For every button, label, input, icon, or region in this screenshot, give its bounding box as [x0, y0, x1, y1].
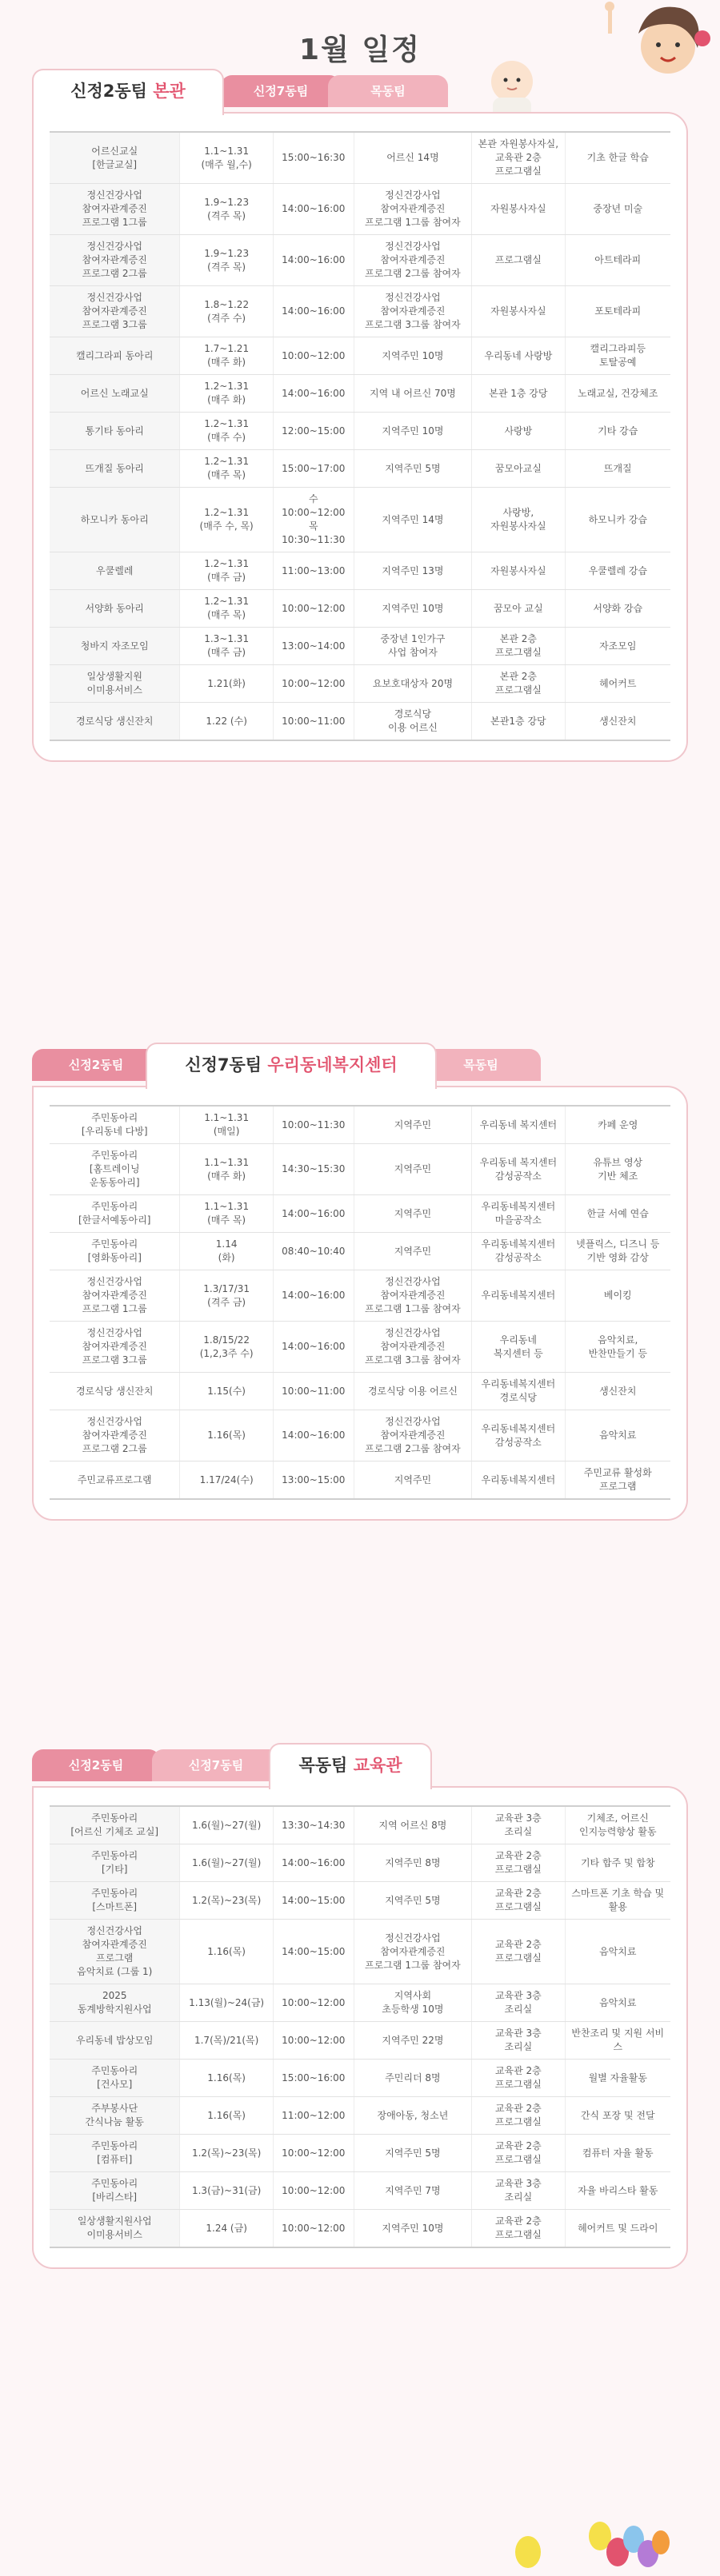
table-cell: 지역주민 22명 [354, 2022, 471, 2060]
table-cell: 14:00~16:00 [273, 235, 354, 286]
table-row [50, 2060, 670, 2097]
table-cell: 교육관 2층 프로그램실 [472, 2060, 565, 2097]
tab-label: 신정7동팀 [185, 1055, 262, 1075]
table-cell: 우리동네복지센터 마을공작소 [472, 1195, 565, 1233]
table-cell: 우리동네 복지센터 등 [472, 1322, 565, 1373]
table-cell: 본관 2층 프로그램실 [472, 665, 565, 703]
table-cell: 사랑방 [472, 413, 565, 450]
table-cell: 음악치료 [565, 1410, 670, 1461]
table-cell: 지역주민 10명 [354, 337, 471, 375]
table-cell: 자율 바리스타 활동 [565, 2172, 670, 2210]
tab-sinjeong7[interactable] [146, 1043, 437, 1089]
table-cell: 지역 어르신 8명 [354, 1806, 471, 1844]
table-row [50, 1106, 670, 1144]
table-cell: 본관 2층 프로그램실 [472, 628, 565, 665]
tab-sinjeong7[interactable] [221, 75, 341, 107]
table-cell: 경로식당 생신잔치 [50, 703, 180, 741]
table-cell: 1.2~1.31 (매주 수) [180, 413, 273, 450]
table-cell: 1.2~1.31 (매주 수, 목) [180, 488, 273, 552]
table-row [50, 184, 670, 235]
table-row [50, 488, 670, 552]
schedule-box [32, 1086, 688, 1521]
tab-label: 신정2동팀 [68, 1058, 124, 1072]
table-cell: 헤어커트 및 드라이 [565, 2210, 670, 2248]
table-cell: 우리동네 사랑방 [472, 337, 565, 375]
table-cell: 1.2~1.31 (매주 목) [180, 450, 273, 488]
table-cell: 1.2(목)~23(목) [180, 1882, 273, 1920]
table-cell: 주민동아리 [홈트레이닝 운동동아리] [50, 1144, 180, 1195]
table-cell: 1.13(월)~24(금) [180, 1984, 273, 2022]
tab-mokdong[interactable] [269, 1743, 432, 1789]
table-row [50, 1373, 670, 1410]
table-cell: 1.3(금)~31(금) [180, 2172, 273, 2210]
table-cell: 정신건강사업 참여자관계증진 프로그램 1그룹 [50, 1270, 180, 1322]
table-cell: 중장년 1인가구 사업 참여자 [354, 628, 471, 665]
table-cell: 지역주민 10명 [354, 2210, 471, 2248]
schedule-table [50, 1105, 670, 1500]
table-cell: 생신잔치 [565, 703, 670, 741]
table-cell: 1.1~1.31 (매주 화) [180, 1144, 273, 1195]
table-cell: 10:00~12:00 [273, 2210, 354, 2248]
table-cell: 헤어커트 [565, 665, 670, 703]
table-cell: 1.24 (금) [180, 2210, 273, 2248]
table-cell: 교육관 3층 조리실 [472, 1806, 565, 1844]
table-cell: 주민동아리 [영화동아리] [50, 1233, 180, 1270]
table-row [50, 665, 670, 703]
table-cell: 우리동네복지센터 감성공작소 [472, 1233, 565, 1270]
table-cell: 지역사회 초등학생 10명 [354, 1984, 471, 2022]
table-row [50, 552, 670, 590]
table-cell: 정신건강사업 참여자관계증진 프로그램 음악치료 (그룹 1) [50, 1920, 180, 1984]
table-cell: 지역주민 14명 [354, 488, 471, 552]
table-cell: 정신건강사업 참여자관계증진 프로그램 1그룹 [50, 184, 180, 235]
table-cell: 1.2(목)~23(목) [180, 2135, 273, 2172]
table-cell: 청바지 자조모임 [50, 628, 180, 665]
table-cell: 정신건강사업 참여자관계증진 프로그램 2그룹 [50, 235, 180, 286]
table-row [50, 2022, 670, 2060]
table-cell: 10:00~12:00 [273, 590, 354, 628]
table-cell: 아트테라피 [565, 235, 670, 286]
table-row [50, 2135, 670, 2172]
table-cell: 교육관 3층 조리실 [472, 2172, 565, 2210]
table-cell: 주민교류 활성화 프로그램 [565, 1461, 670, 1500]
table-cell: 정신건강사업 참여자관계증진 프로그램 3그룹 참여자 [354, 1322, 471, 1373]
table-cell: 1.17/24(수) [180, 1461, 273, 1500]
table-cell: 캘리그라피등 토탈공예 [565, 337, 670, 375]
table-cell: 기타 강습 [565, 413, 670, 450]
table-row [50, 590, 670, 628]
table-cell: 10:00~12:00 [273, 2135, 354, 2172]
table-row [50, 1920, 670, 1984]
table-cell: 정신건강사업 참여자관계증진 프로그램 3그룹 참여자 [354, 286, 471, 337]
table-cell: 경로식당 이용 어르신 [354, 1373, 471, 1410]
section-mokdong-education-center [32, 1743, 688, 2269]
table-cell: 장애아동, 청소년 [354, 2097, 471, 2135]
table-cell: 교육관 3층 조리실 [472, 1984, 565, 2022]
table-cell: 기체조, 어르신 인지능력향상 활동 [565, 1806, 670, 1844]
table-cell: 넷플릭스, 디즈니 등 기반 영화 감상 [565, 1233, 670, 1270]
table-cell: 주민동아리 [스마트폰] [50, 1882, 180, 1920]
table-cell: 자원봉사자실 [472, 184, 565, 235]
table-cell: 본관 자원봉사자실, 교육관 2층 프로그램실 [472, 132, 565, 184]
table-cell: 지역주민 [354, 1195, 471, 1233]
table-cell: 자조모임 [565, 628, 670, 665]
table-cell: 프로그램실 [472, 235, 565, 286]
section-sinjeong7-welfare-center [32, 1043, 688, 1521]
table-cell: 지역주민 8명 [354, 1844, 471, 1882]
table-cell: 통기타 동아리 [50, 413, 180, 450]
table-cell: 1.7~1.21 (매주 화) [180, 337, 273, 375]
table-cell: 어르신교실 [한글교실] [50, 132, 180, 184]
table-cell: 1.3~1.31 (매주 금) [180, 628, 273, 665]
table-cell: 경로식당 생신잔치 [50, 1373, 180, 1410]
table-cell: 지역주민 [354, 1461, 471, 1500]
table-cell: 사랑방, 자원봉사자실 [472, 488, 565, 552]
tab-label: 신정7동팀 [253, 84, 309, 98]
table-row [50, 1322, 670, 1373]
table-cell: 기타 합주 및 합창 [565, 1844, 670, 1882]
table-cell: 뜨개질 [565, 450, 670, 488]
table-cell: 음악치료 [565, 1920, 670, 1984]
table-cell: 한글 서예 연습 [565, 1195, 670, 1233]
table-row [50, 132, 670, 184]
tab-label: 신정2동팀 [68, 1758, 124, 1772]
tab-label: 신정2동팀 [70, 82, 147, 101]
table-cell: 우리동네 밥상모임 [50, 2022, 180, 2060]
table-cell: 우리동네복지센터 [472, 1270, 565, 1322]
table-cell: 1.8~1.22 (격주 수) [180, 286, 273, 337]
table-cell: 13:00~15:00 [273, 1461, 354, 1500]
table-cell: 월별 자율활동 [565, 2060, 670, 2097]
table-cell: 지역주민 [354, 1144, 471, 1195]
table-cell: 꿈모아 교실 [472, 590, 565, 628]
table-cell: 우리동네복지센터 감성공작소 [472, 1410, 565, 1461]
table-cell: 포토테라피 [565, 286, 670, 337]
table-cell: 14:00~16:00 [273, 1322, 354, 1373]
table-row [50, 235, 670, 286]
tab-sinjeong2[interactable] [32, 1749, 160, 1781]
table-cell: 1.2~1.31 (매주 목) [180, 590, 273, 628]
table-cell: 10:00~12:00 [273, 665, 354, 703]
table-cell: 지역주민 13명 [354, 552, 471, 590]
table-cell: 지역주민 10명 [354, 413, 471, 450]
table-cell: 1.15(수) [180, 1373, 273, 1410]
table-cell: 14:30~15:30 [273, 1144, 354, 1195]
tab-highlight: 우리동네복지센터 [267, 1055, 398, 1075]
table-cell: 1.9~1.23 (격주 목) [180, 184, 273, 235]
tab-highlight: 교육관 [353, 1756, 402, 1775]
table-cell: 주민동아리 [어르신 기체조 교실] [50, 1806, 180, 1844]
table-cell: 우리동네 복지센터 감성공작소 [472, 1144, 565, 1195]
table-cell: 정신건강사업 참여자관계증진 프로그램 2그룹 참여자 [354, 235, 471, 286]
tab-label: 신정7동팀 [188, 1758, 244, 1772]
table-cell: 10:00~12:00 [273, 337, 354, 375]
table-cell: 정신건강사업 참여자관계증진 프로그램 2그룹 참여자 [354, 1410, 471, 1461]
table-cell: 스마트폰 기초 학습 및 활용 [565, 1882, 670, 1920]
table-cell: 정신건강사업 참여자관계증진 프로그램 1그룹 참여자 [354, 1270, 471, 1322]
table-cell: 생신잔치 [565, 1373, 670, 1410]
table-cell: 하모니카 강습 [565, 488, 670, 552]
table-row [50, 450, 670, 488]
table-cell: 14:00~15:00 [273, 1882, 354, 1920]
table-cell: 지역주민 5명 [354, 450, 471, 488]
table-cell: 주민교류프로그램 [50, 1461, 180, 1500]
table-cell: 음악치료 [565, 1984, 670, 2022]
table-cell: 본관1층 강당 [472, 703, 565, 741]
table-cell: 1.6(월)~27(월) [180, 1806, 273, 1844]
table-cell: 1.1~1.31 (매주 월,수) [180, 132, 273, 184]
table-cell: 1.7(목)/21(목) [180, 2022, 273, 2060]
tab-mokdong[interactable] [421, 1049, 541, 1081]
table-cell: 12:00~15:00 [273, 413, 354, 450]
table-cell: 2025 동계방학지원사업 [50, 1984, 180, 2022]
table-cell: 15:00~16:30 [273, 132, 354, 184]
table-row [50, 2097, 670, 2135]
table-cell: 1.2~1.31 (매주 금) [180, 552, 273, 590]
table-cell: 교육관 2층 프로그램실 [472, 2135, 565, 2172]
page-title: 1월 일정 [299, 34, 421, 66]
table-cell: 14:00~16:00 [273, 375, 354, 413]
tab-sinjeong2[interactable] [32, 1049, 160, 1081]
table-cell: 하모니카 동아리 [50, 488, 180, 552]
table-cell: 1.22 (수) [180, 703, 273, 741]
table-row [50, 1195, 670, 1233]
table-cell: 우리동네 복지센터 [472, 1106, 565, 1144]
table-cell: 1.1~1.31 (매일) [180, 1106, 273, 1144]
table-cell: 중장년 미술 [565, 184, 670, 235]
table-cell: 컴퓨터 자율 활동 [565, 2135, 670, 2172]
table-cell: 우리동네복지센터 [472, 1461, 565, 1500]
table-row [50, 337, 670, 375]
table-cell: 자원봉사자실 [472, 286, 565, 337]
section-sinjeong2-main-building [32, 69, 688, 762]
table-cell: 10:00~11:00 [273, 703, 354, 741]
table-row [50, 1984, 670, 2022]
table-cell: 10:00~12:00 [273, 2022, 354, 2060]
table-cell: 14:00~16:00 [273, 1195, 354, 1233]
table-cell: 뜨개질 동아리 [50, 450, 180, 488]
table-cell: 우리동네복지센터 경로식당 [472, 1373, 565, 1410]
table-cell: 1.8/15/22 (1,2,3주 수) [180, 1322, 273, 1373]
schedule-table [50, 131, 670, 741]
table-cell: 요보호대상자 20명 [354, 665, 471, 703]
table-cell: 15:00~16:00 [273, 2060, 354, 2097]
table-cell: 08:40~10:40 [273, 1233, 354, 1270]
table-cell: 1.16(목) [180, 1410, 273, 1461]
table-row [50, 1844, 670, 1882]
table-cell: 노래교실, 건강체조 [565, 375, 670, 413]
table-cell: 14:00~16:00 [273, 1844, 354, 1882]
table-cell: 1.14 (화) [180, 1233, 273, 1270]
team-tabs [32, 69, 688, 114]
balloons-illustration [512, 2504, 672, 2576]
table-row [50, 1410, 670, 1461]
table-cell: 어르신 14명 [354, 132, 471, 184]
table-cell: 1.16(목) [180, 2060, 273, 2097]
table-cell: 14:00~16:00 [273, 1410, 354, 1461]
table-cell: 일상생활지원사업 이미용서비스 [50, 2210, 180, 2248]
tab-label: 목동팀 [370, 84, 406, 98]
table-cell: 주민동아리 [바리스타] [50, 2172, 180, 2210]
table-row [50, 1806, 670, 1844]
tab-mokdong[interactable] [328, 75, 448, 107]
tab-sinjeong7[interactable] [152, 1749, 280, 1781]
table-row [50, 286, 670, 337]
table-cell: 서양화 강습 [565, 590, 670, 628]
team-tabs [32, 1743, 688, 1788]
table-cell: 지역주민 10명 [354, 590, 471, 628]
table-cell: 1.9~1.23 (격주 목) [180, 235, 273, 286]
table-cell: 14:00~16:00 [273, 184, 354, 235]
table-cell: 베이킹 [565, 1270, 670, 1322]
table-cell: 13:30~14:30 [273, 1806, 354, 1844]
table-cell: 14:00~15:00 [273, 1920, 354, 1984]
table-cell: 경로식당 이용 어르신 [354, 703, 471, 741]
table-cell: 주민동아리 [기타] [50, 1844, 180, 1882]
table-cell: 자원봉사자실 [472, 552, 565, 590]
team-tabs [32, 1043, 688, 1087]
schedule-box [32, 112, 688, 762]
table-cell: 교육관 2층 프로그램실 [472, 2097, 565, 2135]
table-row [50, 1882, 670, 1920]
table-row [50, 1270, 670, 1322]
table-cell: 음악치료, 반찬만들기 등 [565, 1322, 670, 1373]
schedule-box [32, 1786, 688, 2269]
tab-label: 목동팀 [463, 1058, 498, 1072]
table-cell: 우쿨렐레 [50, 552, 180, 590]
table-cell: 정신건강사업 참여자관계증진 프로그램 2그룹 [50, 1410, 180, 1461]
table-row [50, 1144, 670, 1195]
table-row [50, 375, 670, 413]
table-cell: 지역주민 5명 [354, 1882, 471, 1920]
table-cell: 교육관 2층 프로그램실 [472, 1844, 565, 1882]
table-cell: 정신건강사업 참여자관계증진 프로그램 1그룹 참여자 [354, 1920, 471, 1984]
table-cell: 주민동아리 [건사모] [50, 2060, 180, 2097]
table-cell: 카페 운영 [565, 1106, 670, 1144]
table-cell: 우쿨렐레 강습 [565, 552, 670, 590]
table-cell: 14:00~16:00 [273, 286, 354, 337]
table-cell: 14:00~16:00 [273, 1270, 354, 1322]
table-cell: 유튜브 영상 기반 체조 [565, 1144, 670, 1195]
table-cell: 1.6(월)~27(월) [180, 1844, 273, 1882]
table-cell: 1.2~1.31 (매주 화) [180, 375, 273, 413]
table-cell: 정신건강사업 참여자관계증진 프로그램 3그룹 [50, 1322, 180, 1373]
tab-sinjeong2[interactable] [32, 69, 224, 115]
table-cell: 본관 1층 강당 [472, 375, 565, 413]
table-cell: 반찬조리 및 지원 서비스 [565, 2022, 670, 2060]
table-cell: 10:00~12:00 [273, 1984, 354, 2022]
table-cell: 어르신 노래교실 [50, 375, 180, 413]
table-cell: 정신건강사업 참여자관계증진 프로그램 3그룹 [50, 286, 180, 337]
table-row [50, 2172, 670, 2210]
table-cell: 15:00~17:00 [273, 450, 354, 488]
table-cell: 1.16(목) [180, 1920, 273, 1984]
table-cell: 지역주민 [354, 1233, 471, 1270]
tab-label: 목동팀 [298, 1756, 348, 1775]
table-cell: 정신건강사업 참여자관계증진 프로그램 1그룹 참여자 [354, 184, 471, 235]
table-row [50, 2210, 670, 2248]
table-cell: 교육관 3층 조리실 [472, 2022, 565, 2060]
table-row [50, 628, 670, 665]
table-cell: 수 10:00~12:00 목 10:30~11:30 [273, 488, 354, 552]
table-cell: 캘리그라피 동아리 [50, 337, 180, 375]
table-row [50, 703, 670, 741]
tab-highlight: 본관 [153, 82, 186, 101]
table-cell: 10:00~12:00 [273, 2172, 354, 2210]
table-cell: 지역주민 5명 [354, 2135, 471, 2172]
table-cell: 1.21(화) [180, 665, 273, 703]
table-cell: 1.3/17/31 (격주 금) [180, 1270, 273, 1322]
table-cell: 1.1~1.31 (매주 목) [180, 1195, 273, 1233]
table-row [50, 1461, 670, 1500]
table-cell: 주민리더 8명 [354, 2060, 471, 2097]
table-cell: 교육관 2층 프로그램실 [472, 1920, 565, 1984]
table-cell: 지역 내 어르신 70명 [354, 375, 471, 413]
table-cell: 지역주민 [354, 1106, 471, 1144]
table-cell: 일상생활지원 이미용서비스 [50, 665, 180, 703]
table-cell: 주민동아리 [한글서예동아리] [50, 1195, 180, 1233]
table-cell: 11:00~13:00 [273, 552, 354, 590]
table-cell: 13:00~14:00 [273, 628, 354, 665]
table-cell: 서양화 동아리 [50, 590, 180, 628]
table-cell: 간식 포장 및 전달 [565, 2097, 670, 2135]
table-row [50, 1233, 670, 1270]
table-cell: 10:00~11:00 [273, 1373, 354, 1410]
table-cell: 지역주민 7명 [354, 2172, 471, 2210]
table-cell: 1.16(목) [180, 2097, 273, 2135]
schedule-table [50, 1805, 670, 2248]
table-cell: 11:00~12:00 [273, 2097, 354, 2135]
table-cell: 교육관 2층 프로그램실 [472, 1882, 565, 1920]
table-cell: 주민동아리 [컴퓨터] [50, 2135, 180, 2172]
table-row [50, 413, 670, 450]
table-cell: 교육관 2층 프로그램실 [472, 2210, 565, 2248]
table-cell: 10:00~11:30 [273, 1106, 354, 1144]
table-cell: 꿈모아교실 [472, 450, 565, 488]
table-cell: 주민동아리 [우리동네 다방] [50, 1106, 180, 1144]
table-cell: 기초 한글 학습 [565, 132, 670, 184]
table-cell: 주부봉사단 간식나눔 활동 [50, 2097, 180, 2135]
